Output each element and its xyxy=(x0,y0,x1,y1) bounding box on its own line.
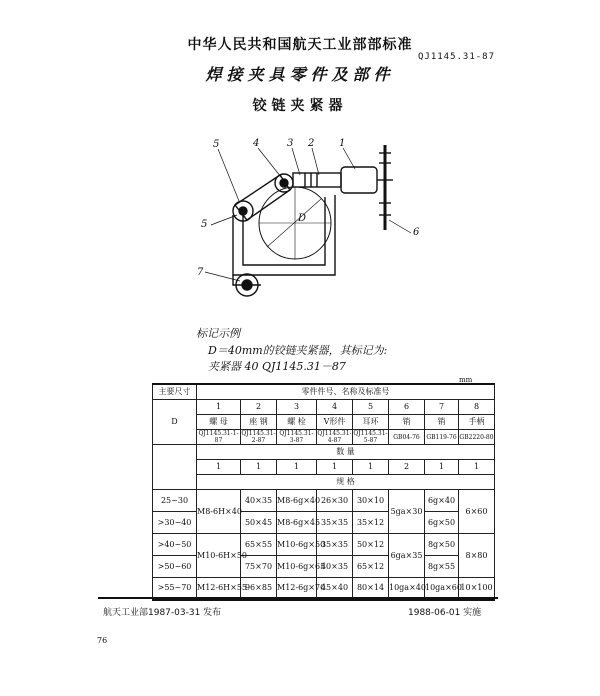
dimension-label: D xyxy=(298,213,307,224)
part-standard: GB04-76 xyxy=(389,430,425,445)
part-number: 8 xyxy=(459,400,495,415)
clamp-frame xyxy=(233,195,335,275)
spec-value: 65×12 xyxy=(353,556,389,578)
callout-label: 1 xyxy=(339,138,346,149)
parts-table xyxy=(152,383,495,601)
part-name: 手柄 xyxy=(459,415,495,430)
table-row xyxy=(153,415,495,430)
document-title: 焊接夹具零件及部件 xyxy=(205,65,395,84)
spec-value: M12-6H×55 xyxy=(197,578,241,600)
quantity-value: 2 xyxy=(389,460,425,475)
part-number: 3 xyxy=(277,400,317,415)
quantity-value: 1 xyxy=(277,460,317,475)
part-name: 销 xyxy=(425,415,459,430)
part-name: 销 xyxy=(389,415,425,430)
main-dimension-header: 主要尺寸 xyxy=(153,384,197,400)
spec-value: 35×35 xyxy=(317,512,353,534)
hinge-clamp-drawing xyxy=(185,135,425,305)
table-row xyxy=(153,534,495,556)
issuing-organization: 中华人民共和国航天工业部部标准 xyxy=(187,37,413,53)
spec-value: 26×30 xyxy=(317,490,353,512)
quantity-value: 1 xyxy=(425,460,459,475)
part-standard: QJ1145.31-5-87 xyxy=(353,430,388,444)
spec-value: 10×100 xyxy=(459,578,495,600)
spec-value: 5ga×30 xyxy=(389,490,425,534)
spec-value: 65×55 xyxy=(241,534,277,556)
standard-code: QJ1145.31-87 xyxy=(418,52,496,62)
spec-value: 75×70 xyxy=(241,556,277,578)
callout-label: 4 xyxy=(253,138,260,149)
quantity-value: 1 xyxy=(459,460,495,475)
spec-value: M8-6g×45 xyxy=(277,512,317,534)
document-subtitle: 铰链夹紧器 xyxy=(252,98,348,114)
page-number: 76 xyxy=(97,636,108,645)
spec-value: 40×35 xyxy=(241,490,277,512)
part-header: 零件件号、名称及标准号 xyxy=(197,384,495,400)
marking-heading: 标记示例 xyxy=(196,327,240,340)
quantity-value: 1 xyxy=(353,460,389,475)
table-row xyxy=(153,460,495,475)
spec-value: 35×35 xyxy=(317,534,353,556)
spec-value: 96×85 xyxy=(241,578,277,600)
callout-label: 2 xyxy=(308,138,315,149)
table-row xyxy=(153,475,495,490)
part-name: 座 钢 xyxy=(241,415,277,430)
callout-label: 5 xyxy=(201,219,208,230)
part-standard: QJ1145.31-4-87 xyxy=(317,430,352,444)
table-row xyxy=(153,430,495,445)
spec-value: 10ga×60 xyxy=(425,578,459,600)
quantity-value: 1 xyxy=(241,460,277,475)
spec-value: 40×35 xyxy=(317,556,353,578)
spec-value: 10ga×40 xyxy=(389,578,425,600)
table-row xyxy=(153,400,495,415)
quantity-header: 数 量 xyxy=(197,445,495,460)
part-standard: QJ1145.31-3-87 xyxy=(277,430,317,445)
table-row xyxy=(153,490,495,512)
spec-value: 8g×55 xyxy=(425,556,459,578)
issue-date: 航天工业部1987-03-31 发布 xyxy=(103,608,222,618)
spec-value: 6×60 xyxy=(459,490,495,534)
part-name: 螺 栓 xyxy=(277,415,317,430)
part-name: 螺 母 xyxy=(197,415,241,430)
part-number: 6 xyxy=(389,400,425,415)
part-standard: QJ1145.31-1-87 xyxy=(198,430,239,444)
table-row xyxy=(153,384,495,400)
effective-date: 1988-06-01 实施 xyxy=(408,608,482,618)
d-range: >50~60 xyxy=(153,556,197,578)
spec-value: 8×80 xyxy=(459,534,495,578)
spec-value: M10-6g×65 xyxy=(277,556,317,578)
d-range: >40~50 xyxy=(153,534,197,556)
d-range: >55~70 xyxy=(153,578,197,600)
callout-label: 3 xyxy=(287,138,294,149)
spec-value: 50×12 xyxy=(353,534,389,556)
unit-label: mm xyxy=(459,376,473,384)
d-header: D xyxy=(153,400,197,445)
spec-value: 50×45 xyxy=(241,512,277,534)
part-number: 4 xyxy=(317,400,353,415)
part-number: 7 xyxy=(425,400,459,415)
spec-value: 80×14 xyxy=(353,578,389,600)
d-range: 25~30 xyxy=(153,490,197,512)
spec-value: 6g×50 xyxy=(425,512,459,534)
part-standard: GB2220-80 xyxy=(459,430,495,445)
footer-rule xyxy=(98,597,498,599)
nut xyxy=(341,167,377,193)
marking-line-1: D＝40mm的铰链夹紧器，其标记为: xyxy=(208,344,388,357)
spec-value: 6ga×35 xyxy=(389,534,425,578)
quantity-value: 1 xyxy=(197,460,241,475)
spec-value: 35×12 xyxy=(353,512,389,534)
part-name: V形件 xyxy=(317,415,353,430)
table-row xyxy=(153,445,495,460)
spec-value: M10-6H×50 xyxy=(197,534,241,578)
part-name: 耳环 xyxy=(353,415,389,430)
spec-value: M12-6g×70 xyxy=(277,578,317,600)
quantity-value: 1 xyxy=(317,460,353,475)
callout-label: 7 xyxy=(197,267,204,278)
part-number: 1 xyxy=(197,400,241,415)
spec-header: 规 格 xyxy=(197,475,495,490)
part-standard: GB119-76 xyxy=(425,430,459,445)
spec-value: M8-6g×40 xyxy=(277,490,317,512)
spec-value: M8-6H×40 xyxy=(197,490,241,534)
callout-label: 5 xyxy=(213,139,220,150)
d-range: >30~40 xyxy=(153,512,197,534)
spec-value: M10-6g×50 xyxy=(277,534,317,556)
spec-value: 8g×50 xyxy=(425,534,459,556)
marking-line-2: 夹紧器 40 QJ1145.31－87 xyxy=(208,360,346,373)
part-standard: QJ1145.31-2-87 xyxy=(241,430,276,444)
spec-value: 45×40 xyxy=(317,578,353,600)
part-number: 2 xyxy=(241,400,277,415)
callout-label: 6 xyxy=(413,227,420,238)
part-number: 5 xyxy=(353,400,389,415)
spec-value: 30×10 xyxy=(353,490,389,512)
spec-value: 6g×40 xyxy=(425,490,459,512)
